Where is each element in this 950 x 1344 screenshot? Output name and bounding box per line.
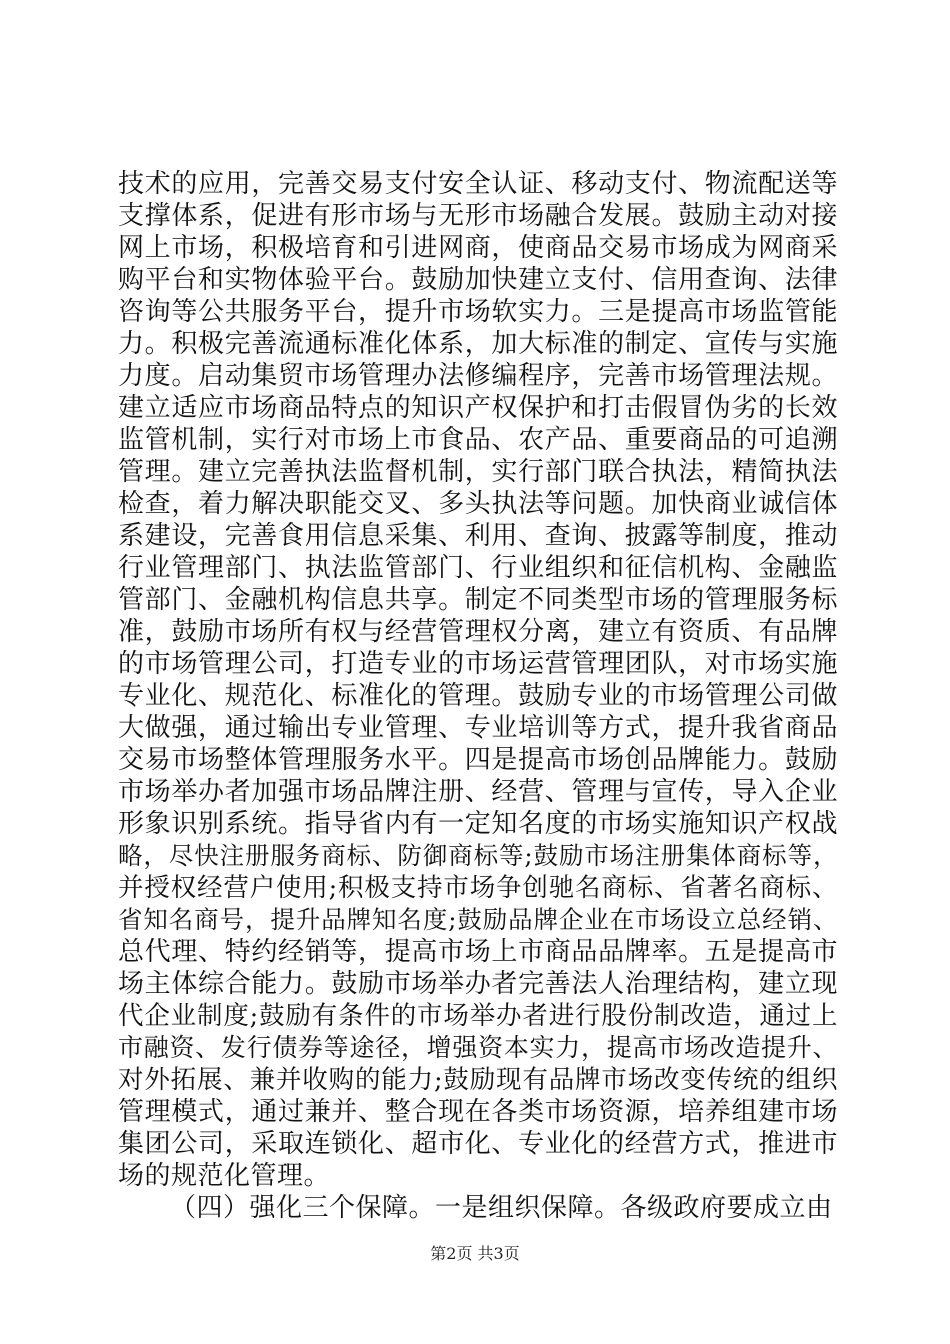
paragraph-line: 的市场管理公司，打造专业的市场运营管理团队，对市场实施 [118,649,838,679]
paragraph-line: 准，鼓励市场所有权与经营管理权分离，建立有资质、有品牌 [118,617,838,647]
paragraph-line: 集团公司，采取连锁化、超市化、专业化的经营方式，推进市 [118,1129,838,1159]
paragraph-line: 对外拓展、兼并收购的能力;鼓励现有品牌市场改变传统的组织 [118,1065,838,1095]
paragraph-line: 管理。建立完善执法监督机制，实行部门联合执法，精简执法 [118,457,838,487]
paragraph-last-line: 场的规范化管理。 [118,1161,331,1191]
paragraph-line: 网上市场，积极培育和引进网商，使商品交易市场成为网商采 [118,233,838,263]
paragraph-line: 市场举办者加强市场品牌注册、经营、管理与宣传，导入企业 [118,777,838,807]
paragraph-line: 行业管理部门、执法监管部门、行业组织和征信机构、金融监 [118,553,838,583]
paragraph-line: 咨询等公共服务平台，提升市场软实力。三是提高市场监管能 [118,297,838,327]
section-heading-line: （四）强化三个保障。一是组织保障。各级政府要成立由 [170,1193,833,1223]
paragraph-line: 检查，着力解决职能交叉、多头执法等问题。加快商业诚信体 [118,489,838,519]
paragraph-line: 系建设，完善食用信息采集、利用、查询、披露等制度，推动 [118,521,838,551]
paragraph-line: 监管机制，实行对市场上市食品、农产品、重要商品的可追溯 [118,425,838,455]
page-footer: 第2页 共3页 [430,1244,520,1263]
paragraph-line: 管部门、金融机构信息共享。制定不同类型市场的管理服务标 [118,585,838,615]
paragraph-line: 省知名商号，提升品牌知名度;鼓励品牌企业在市场设立总经销、 [118,905,838,934]
paragraph-line: 市融资、发行债券等途径，增强资本实力，提高市场改造提升、 [118,1033,838,1062]
paragraph-line: 并授权经营户使用;积极支持市场争创驰名商标、省著名商标、 [118,873,838,903]
paragraph-line: 大做强，通过输出专业管理、专业培训等方式，提升我省商品 [118,713,838,743]
paragraph-line: 建立适应市场商品特点的知识产权保护和打击假冒伪劣的长效 [118,393,838,423]
paragraph-line: 交易市场整体管理服务水平。四是提高市场创品牌能力。鼓励 [118,745,838,775]
paragraph-line: 代企业制度;鼓励有条件的市场举办者进行股份制改造，通过上 [118,1001,838,1031]
paragraph-line: 购平台和实物体验平台。鼓励加快建立支付、信用查询、法律 [118,265,838,295]
document-body [118,168,838,1224]
paragraph-line: 略，尽快注册服务商标、防御商标等;鼓励市场注册集体商标等， [118,841,838,870]
paragraph-line: 力度。启动集贸市场管理办法修编程序，完善市场管理法规。 [118,361,838,391]
paragraph-line: 总代理、特约经销等，提高市场上市商品品牌率。五是提高市 [118,937,838,967]
paragraph-line: 专业化、规范化、标准化的管理。鼓励专业的市场管理公司做 [118,681,838,711]
paragraph-line: 管理模式，通过兼并、整合现在各类市场资源，培养组建市场 [118,1097,838,1127]
paragraph-line: 场主体综合能力。鼓励市场举办者完善法人治理结构，建立现 [118,969,838,999]
paragraph-line: 技术的应用，完善交易支付安全认证、移动支付、物流配送等 [118,169,838,199]
paragraph-line: 支撑体系，促进有形市场与无形市场融合发展。鼓励主动对接 [118,201,838,231]
paragraph-line: 力。积极完善流通标准化体系，加大标准的制定、宣传与实施 [118,329,838,359]
paragraph-line: 形象识别系统。指导省内有一定知名度的市场实施知识产权战 [118,809,838,839]
